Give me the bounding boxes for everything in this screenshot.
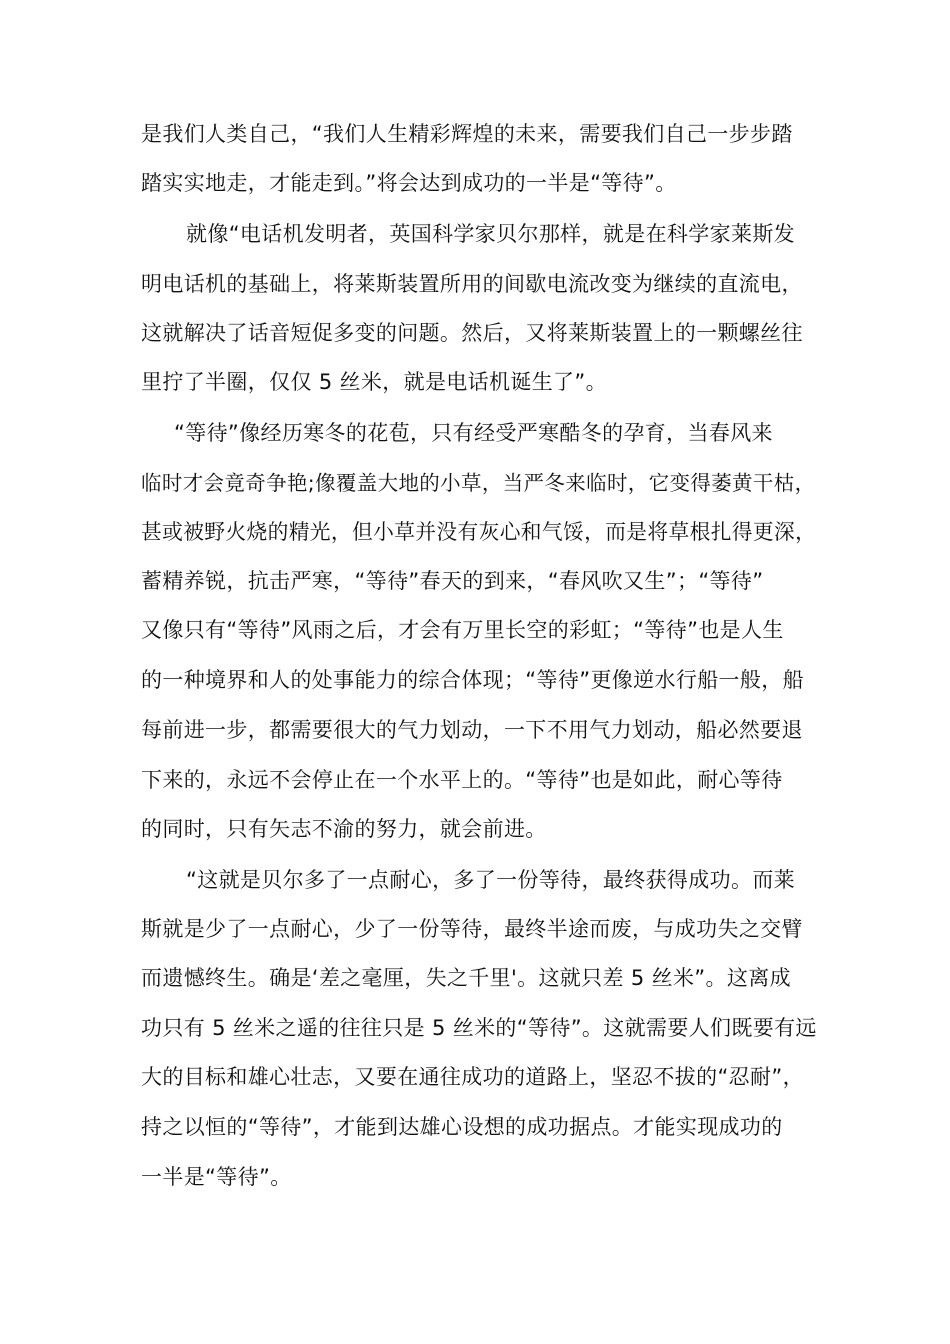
text-line: 临时才会竟奇争艳;像覆盖大地的小草，当严冬来临时，它变得萎黄干枯， bbox=[141, 471, 816, 495]
text-line: 明电话机的基础上，将莱斯装置所用的间歇电流改变为继续的直流电， bbox=[141, 272, 803, 296]
text-line: 功只有 5 丝米之遥的往往只是 5 丝米的“等待”。这就需要人们既要有远 bbox=[141, 1016, 817, 1040]
text-line: 持之以恒的“等待”，才能到达雄心设想的成功据点。才能实现成功的 bbox=[141, 1115, 783, 1139]
text-line: 下来的，永远不会停止在一个水平上的。“等待”也是如此，耐心等待 bbox=[141, 768, 783, 792]
text-line: 甚或被野火烧的精光，但小草并没有灰心和气馁，而是将草根扎得更深， bbox=[141, 520, 817, 544]
text-line: 一半是“等待”。 bbox=[141, 1165, 292, 1189]
text-line: 又像只有“等待”风雨之后，才会有万里长空的彩虹；“等待”也是人生 bbox=[141, 618, 784, 642]
text-line: 斯就是少了一点耐心，少了一份等待，最终半途而废，与成功失之交臂 bbox=[141, 917, 803, 941]
text-line: 每前进一步，都需要很大的气力划动，一下不用气力划动，船必然要退 bbox=[141, 718, 803, 742]
text-line: 大的目标和雄心壮志，又要在通往成功的道路上，坚忍不拔的“忍耐”， bbox=[141, 1065, 804, 1089]
paragraph-first-line: “等待”像经历寒冬的花苞，只有经受严寒酷冬的孕育，当春风来 bbox=[174, 421, 773, 445]
text-line: 的一种境界和人的处事能力的综合体现；“等待”更像逆水行船一般，船 bbox=[141, 668, 804, 692]
text-line: 的同时，只有矢志不渝的努力，就会前进。 bbox=[141, 817, 547, 841]
text-line: 而遗憾终生。确是‘差之毫厘，失之千里'。这就只差 5 丝米”。这离成 bbox=[141, 966, 791, 990]
text-line: 蓄精养锐，抗击严寒，“等待”春天的到来，“春风吹又生”；“等待” bbox=[141, 569, 764, 593]
text-line: 是我们人类自己，“我们人生精彩辉煌的未来，需要我们自己一步步踏 bbox=[141, 122, 793, 146]
paragraph-first-line: “这就是贝尔多了一点耐心，多了一份等待，最终获得成功。而莱 bbox=[186, 868, 796, 892]
text-line: 这就解决了话音短促多变的问题。然后，又将莱斯装置上的一颗螺丝往 bbox=[141, 321, 803, 345]
paragraph-first-line: 就像“电话机发明者，英国科学家贝尔那样，就是在科学家莱斯发 bbox=[186, 222, 796, 246]
text-line: 里拧了半圈，仅仅 5 丝米，就是电话机诞生了”。 bbox=[141, 370, 607, 394]
text-line: 踏实实地走，才能走到。”将会达到成功的一半是“等待”。 bbox=[141, 171, 677, 195]
